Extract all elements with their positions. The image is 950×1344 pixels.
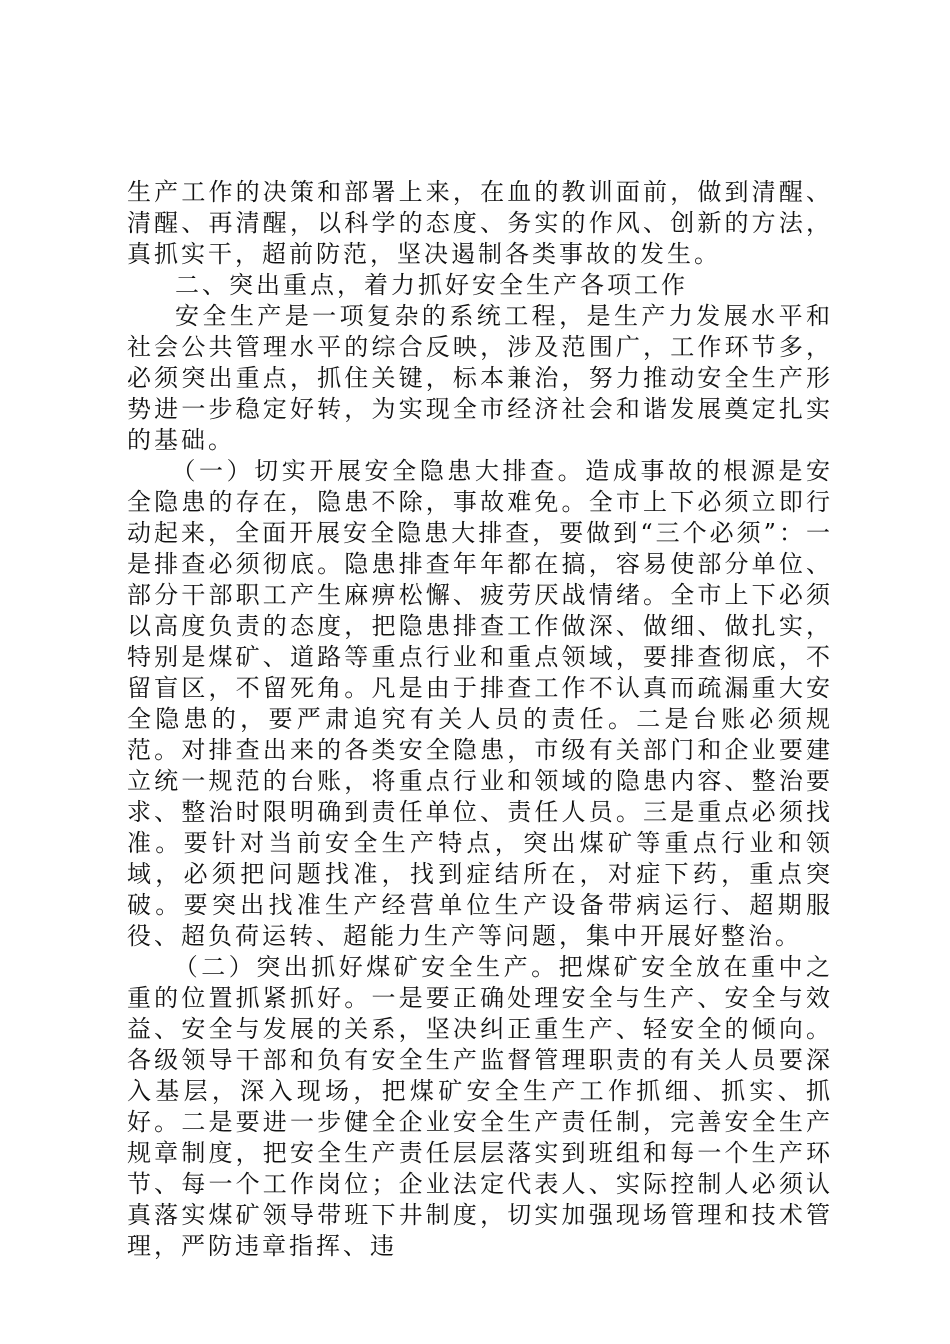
paragraph-item-2: （二）突出抓好煤矿安全生产。把煤矿安全放在重中之重的位置抓紧抓好。一是要正确处理安全与生产、安全与效益、安全与发展的关系，坚决纠正重生产、轻安全的倾向。各级领导干部和负有安全生产监督管理职责的有关人员要深入基层，深入现场，把煤矿安全生产工作抓细、抓实、抓好。二是要进一步健全企业安全生产责任制，完善安全生产规章制度，把安全生产责任层层落实到班组和每一个生产环节、每一个工作岗位；企业法定代表人、实际控制人必须认真落实煤矿领导带班下井制度，切实加强现场管理和技术管理，严防违章指挥、违 bbox=[127, 953, 833, 1260]
paragraph-continuation: 生产工作的决策和部署上来，在血的教训面前，做到清醒、清醒、再清醒，以科学的态度、务实的作风、创新的方法，真抓实干，超前防范，坚决遏制各类事故的发生。 bbox=[127, 178, 833, 268]
paragraph-item-1: （一）切实开展安全隐患大排查。造成事故的根源是安全隐患的存在，隐患不除，事故难免。全市上下必须立即行动起来，全面开展安全隐患大排查，要做到“三个必须”：一是排查必须彻底。隐患排查年年都在搞，容易使部分单位、部分干部职工产生麻痹松懈、疲劳厌战情绪。全市上下必须以高度负责的态度，把隐患排查工作做深、做细、做扎实，特别是煤矿、道路等重点行业和重点领域，要排查彻底，不留盲区，不留死角。凡是由于排查工作不认真而疏漏重大安全隐患的，要严肃追究有关人员的责任。二是台账必须规范。对排查出来的各类安全隐患，市级有关部门和企业要建立统一规范的台账，将重点行业和领域的隐患内容、整治要求、整治时限明确到责任单位、责任人员。三是重点必须找准。要针对当前安全生产特点，突出煤矿等重点行业和领域，必须把问题找准，找到症结所在，对症下药，重点突破。要突出找准生产经营单位生产设备带病运行、超期服役、超负荷运转、超能力生产等问题，集中开展好整治。 bbox=[127, 457, 833, 950]
document-body bbox=[127, 177, 833, 1262]
section-heading: 二、突出重点，着力抓好安全生产各项工作 bbox=[175, 271, 688, 299]
paragraph-intro: 安全生产是一项复杂的系统工程，是生产力发展水平和社会公共管理水平的综合反映，涉及范围广，工作环节多，必须突出重点，抓住关键，标本兼治，努力推动安全生产形势进一步稳定好转，为实现全市经济社会和谐发展奠定扎实的基础。 bbox=[127, 302, 833, 454]
